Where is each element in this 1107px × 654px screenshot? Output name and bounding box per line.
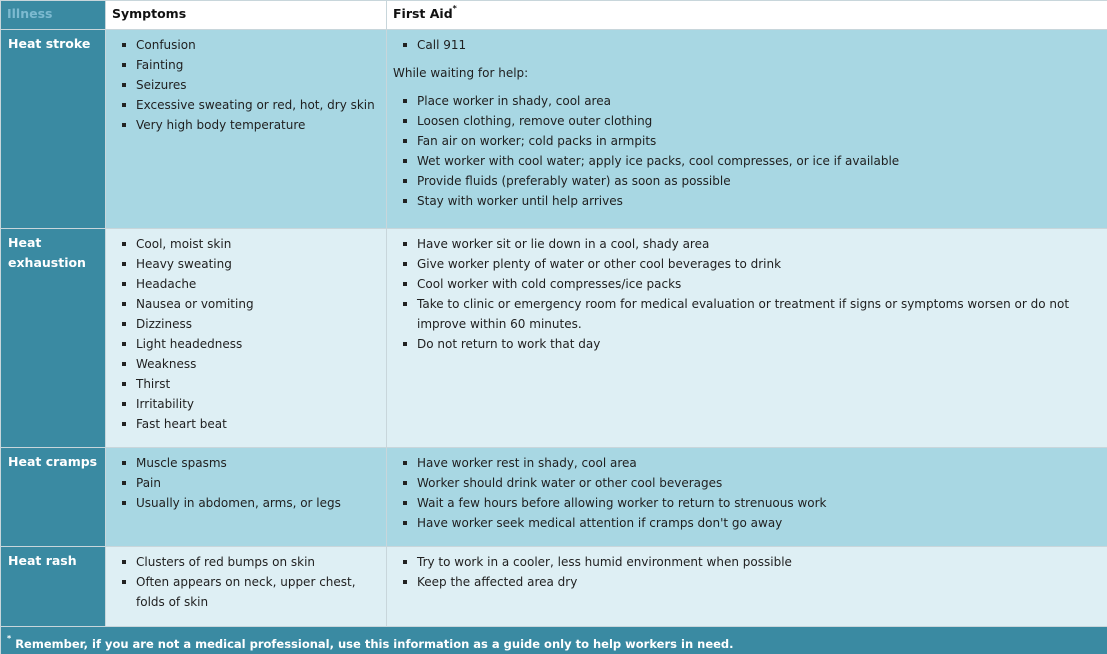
symptoms-cell bbox=[106, 547, 387, 627]
list-item: Do not return to work that day bbox=[393, 334, 1099, 354]
symptoms-cell bbox=[106, 229, 387, 448]
header-first-aid-mark: * bbox=[452, 4, 457, 13]
header-first-aid-label: First Aid bbox=[393, 6, 453, 22]
list-item: Fast heart beat bbox=[112, 414, 378, 434]
list-item: Clusters of red bumps on skin bbox=[112, 552, 378, 572]
list-item: Often appears on neck, upper chest, folds of skin bbox=[112, 572, 378, 612]
symptoms-list bbox=[112, 234, 378, 434]
first-aid-list bbox=[393, 552, 1099, 592]
list-item: Stay with worker until help arrives bbox=[393, 191, 1099, 211]
list-item: Wait a few hours before allowing worker to return to strenuous work bbox=[393, 493, 1099, 513]
list-item: Provide fluids (preferably water) as soon as possible bbox=[393, 171, 1099, 191]
symptoms-cell bbox=[106, 30, 387, 229]
footnote bbox=[1, 627, 1107, 654]
first-aid-list bbox=[393, 453, 1099, 533]
list-item: Excessive sweating or red, hot, dry skin bbox=[112, 95, 378, 115]
illness-label: Heat stroke bbox=[1, 30, 106, 229]
first-aid-list bbox=[393, 234, 1099, 354]
header-first-aid bbox=[387, 1, 1107, 30]
list-item: Call 911 bbox=[393, 35, 1099, 55]
list-item: Weakness bbox=[112, 354, 378, 374]
list-item: Confusion bbox=[112, 35, 378, 55]
list-item: Irritability bbox=[112, 394, 378, 414]
table-row-heat-rash bbox=[1, 547, 1107, 627]
footnote-row bbox=[1, 627, 1107, 654]
list-item: Usually in abdomen, arms, or legs bbox=[112, 493, 378, 513]
list-item: Worker should drink water or other cool beverages bbox=[393, 473, 1099, 493]
symptoms-list bbox=[112, 453, 378, 513]
list-item: Cool, moist skin bbox=[112, 234, 378, 254]
list-item: Nausea or vomiting bbox=[112, 294, 378, 314]
header-symptoms: Symptoms bbox=[106, 1, 387, 30]
list-item: Wet worker with cool water; apply ice packs, cool compresses, or ice if available bbox=[393, 151, 1099, 171]
list-item: Keep the affected area dry bbox=[393, 572, 1099, 592]
list-item: Very high body temperature bbox=[112, 115, 378, 135]
list-item: Muscle spasms bbox=[112, 453, 378, 473]
list-item: Dizziness bbox=[112, 314, 378, 334]
list-item: Fainting bbox=[112, 55, 378, 75]
list-item: Place worker in shady, cool area bbox=[393, 91, 1099, 111]
list-item: Have worker sit or lie down in a cool, shady area bbox=[393, 234, 1099, 254]
table-row-heat-stroke bbox=[1, 30, 1107, 229]
first-aid-top-list bbox=[393, 35, 1099, 55]
header-illness: Illness bbox=[1, 1, 106, 30]
list-item: Give worker plenty of water or other cool beverages to drink bbox=[393, 254, 1099, 274]
list-item: Have worker rest in shady, cool area bbox=[393, 453, 1099, 473]
table-row-heat-cramps bbox=[1, 448, 1107, 547]
list-item: Seizures bbox=[112, 75, 378, 95]
first-aid-cell bbox=[387, 547, 1107, 627]
table-header-row bbox=[1, 1, 1107, 30]
illness-label: Heat rash bbox=[1, 547, 106, 627]
list-item: Have worker seek medical attention if cramps don't go away bbox=[393, 513, 1099, 533]
illness-label: Heat exhaustion bbox=[1, 229, 106, 448]
symptoms-list bbox=[112, 552, 378, 612]
list-item: Take to clinic or emergency room for medical evaluation or treatment if signs or symptoms worsen or do not improve within 60 minutes. bbox=[393, 294, 1099, 334]
first-aid-note: While waiting for help: bbox=[393, 66, 529, 80]
table-row-heat-exhaustion bbox=[1, 229, 1107, 448]
list-item: Headache bbox=[112, 274, 378, 294]
list-item: Thirst bbox=[112, 374, 378, 394]
first-aid-cell bbox=[387, 229, 1107, 448]
list-item: Try to work in a cooler, less humid environment when possible bbox=[393, 552, 1099, 572]
first-aid-list bbox=[393, 91, 1099, 211]
list-item: Pain bbox=[112, 473, 378, 493]
symptoms-cell bbox=[106, 448, 387, 547]
list-item: Fan air on worker; cold packs in armpits bbox=[393, 131, 1099, 151]
footnote-mark: * bbox=[7, 634, 12, 643]
symptoms-list bbox=[112, 35, 378, 135]
list-item: Heavy sweating bbox=[112, 254, 378, 274]
list-item: Loosen clothing, remove outer clothing bbox=[393, 111, 1099, 131]
first-aid-cell bbox=[387, 30, 1107, 229]
first-aid-cell bbox=[387, 448, 1107, 547]
footnote-text: Remember, if you are not a medical professional, use this information as a guide only to help workers in need. bbox=[11, 636, 734, 651]
illness-label: Heat cramps bbox=[1, 448, 106, 547]
list-item: Light headedness bbox=[112, 334, 378, 354]
list-item: Cool worker with cold compresses/ice packs bbox=[393, 274, 1099, 294]
